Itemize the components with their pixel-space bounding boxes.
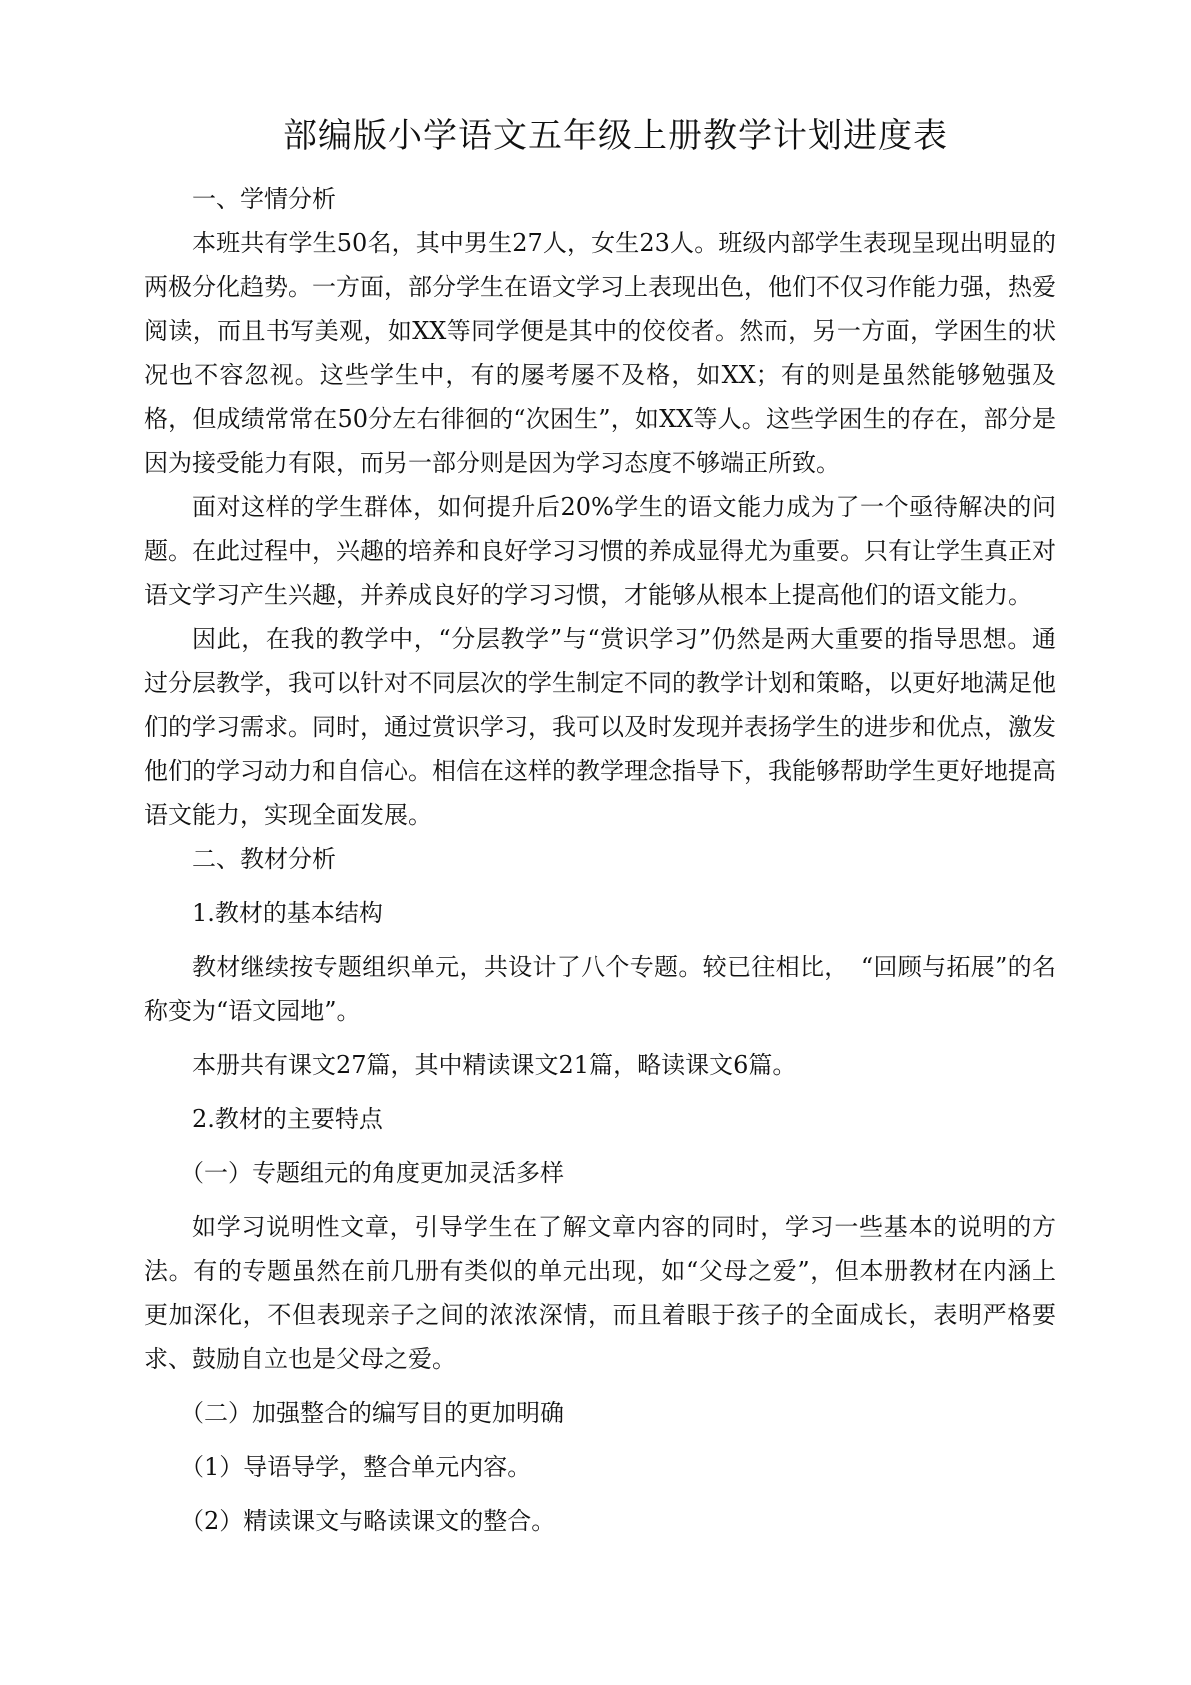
paragraph: 本册共有课文27篇，其中精读课文21篇，略读课文6篇。 xyxy=(192,1051,797,1079)
subsection-heading-structure: 1.教材的基本结构 xyxy=(192,899,383,927)
subsection-heading-features: 2.教材的主要特点 xyxy=(192,1105,383,1133)
section-heading-learning-analysis: 一、学情分析 xyxy=(192,185,336,213)
paragraph: 教材继续按专题组织单元，共设计了八个专题。较已往相比， “回顾与拓展”的名称变为“语文园地”。 xyxy=(144,953,1056,1025)
paragraph: 如学习说明性文章，引导学生在了解文章内容的同时，学习一些基本的说明的方法。有的专题虽然在前几册有类似的单元出现，如“父母之爱”，但本册教材在内涵上更加深化，不但表现亲子之间的浓浓深情，而且着眼于孩子的全面成长，表明严格要求、鼓励自立也是父母之爱。 xyxy=(144,1213,1056,1373)
document-title: 部编版小学语文五年级上册教学计划进度表 xyxy=(283,116,948,156)
point-heading-themes: （一）专题组元的角度更加灵活多样 xyxy=(180,1159,564,1187)
point-heading-integration: （二）加强整合的编写目的更加明确 xyxy=(180,1399,564,1427)
paragraph: 本班共有学生50名，其中男生27人，女生23人。班级内部学生表现呈现出明显的两极分化趋势。一方面，部分学生在语文学习上表现出色，他们不仅习作能力强，热爱阅读，而且书写美观，如XX等同学便是其中的佼佼者。然而，另一方面，学困生的状况也不容忽视。这些学生中，有的屡考屡不及格，如XX；有的则是虽然能够勉强及格，但成绩常常在50分左右徘徊的“次困生”，如XX等人。这些学困生的存在，部分是因为接受能力有限，而另一部分则是因为学习态度不够端正所致。 xyxy=(144,229,1056,477)
paragraph: 面对这样的学生群体，如何提升后20%学生的语文能力成为了一个亟待解决的问题。在此过程中，兴趣的培养和良好学习习惯的养成显得尤为重要。只有让学生真正对语文学习产生兴趣，并养成良好的学习习惯，才能够从根本上提高他们的语文能力。 xyxy=(144,493,1056,609)
list-item: （2）精读课文与略读课文的整合。 xyxy=(180,1507,556,1535)
document-body xyxy=(144,177,1056,1543)
section-heading-textbook-analysis: 二、教材分析 xyxy=(192,845,336,873)
list-item: （1）导语导学，整合单元内容。 xyxy=(180,1453,532,1481)
paragraph: 因此，在我的教学中，“分层教学”与“赏识学习”仍然是两大重要的指导思想。通过分层教学，我可以针对不同层次的学生制定不同的教学计划和策略，以更好地满足他们的学习需求。同时，通过赏识学习，我可以及时发现并表扬学生的进步和优点，激发他们的学习动力和自信心。相信在这样的教学理念指导下，我能够帮助学生更好地提高语文能力，实现全面发展。 xyxy=(144,625,1056,829)
